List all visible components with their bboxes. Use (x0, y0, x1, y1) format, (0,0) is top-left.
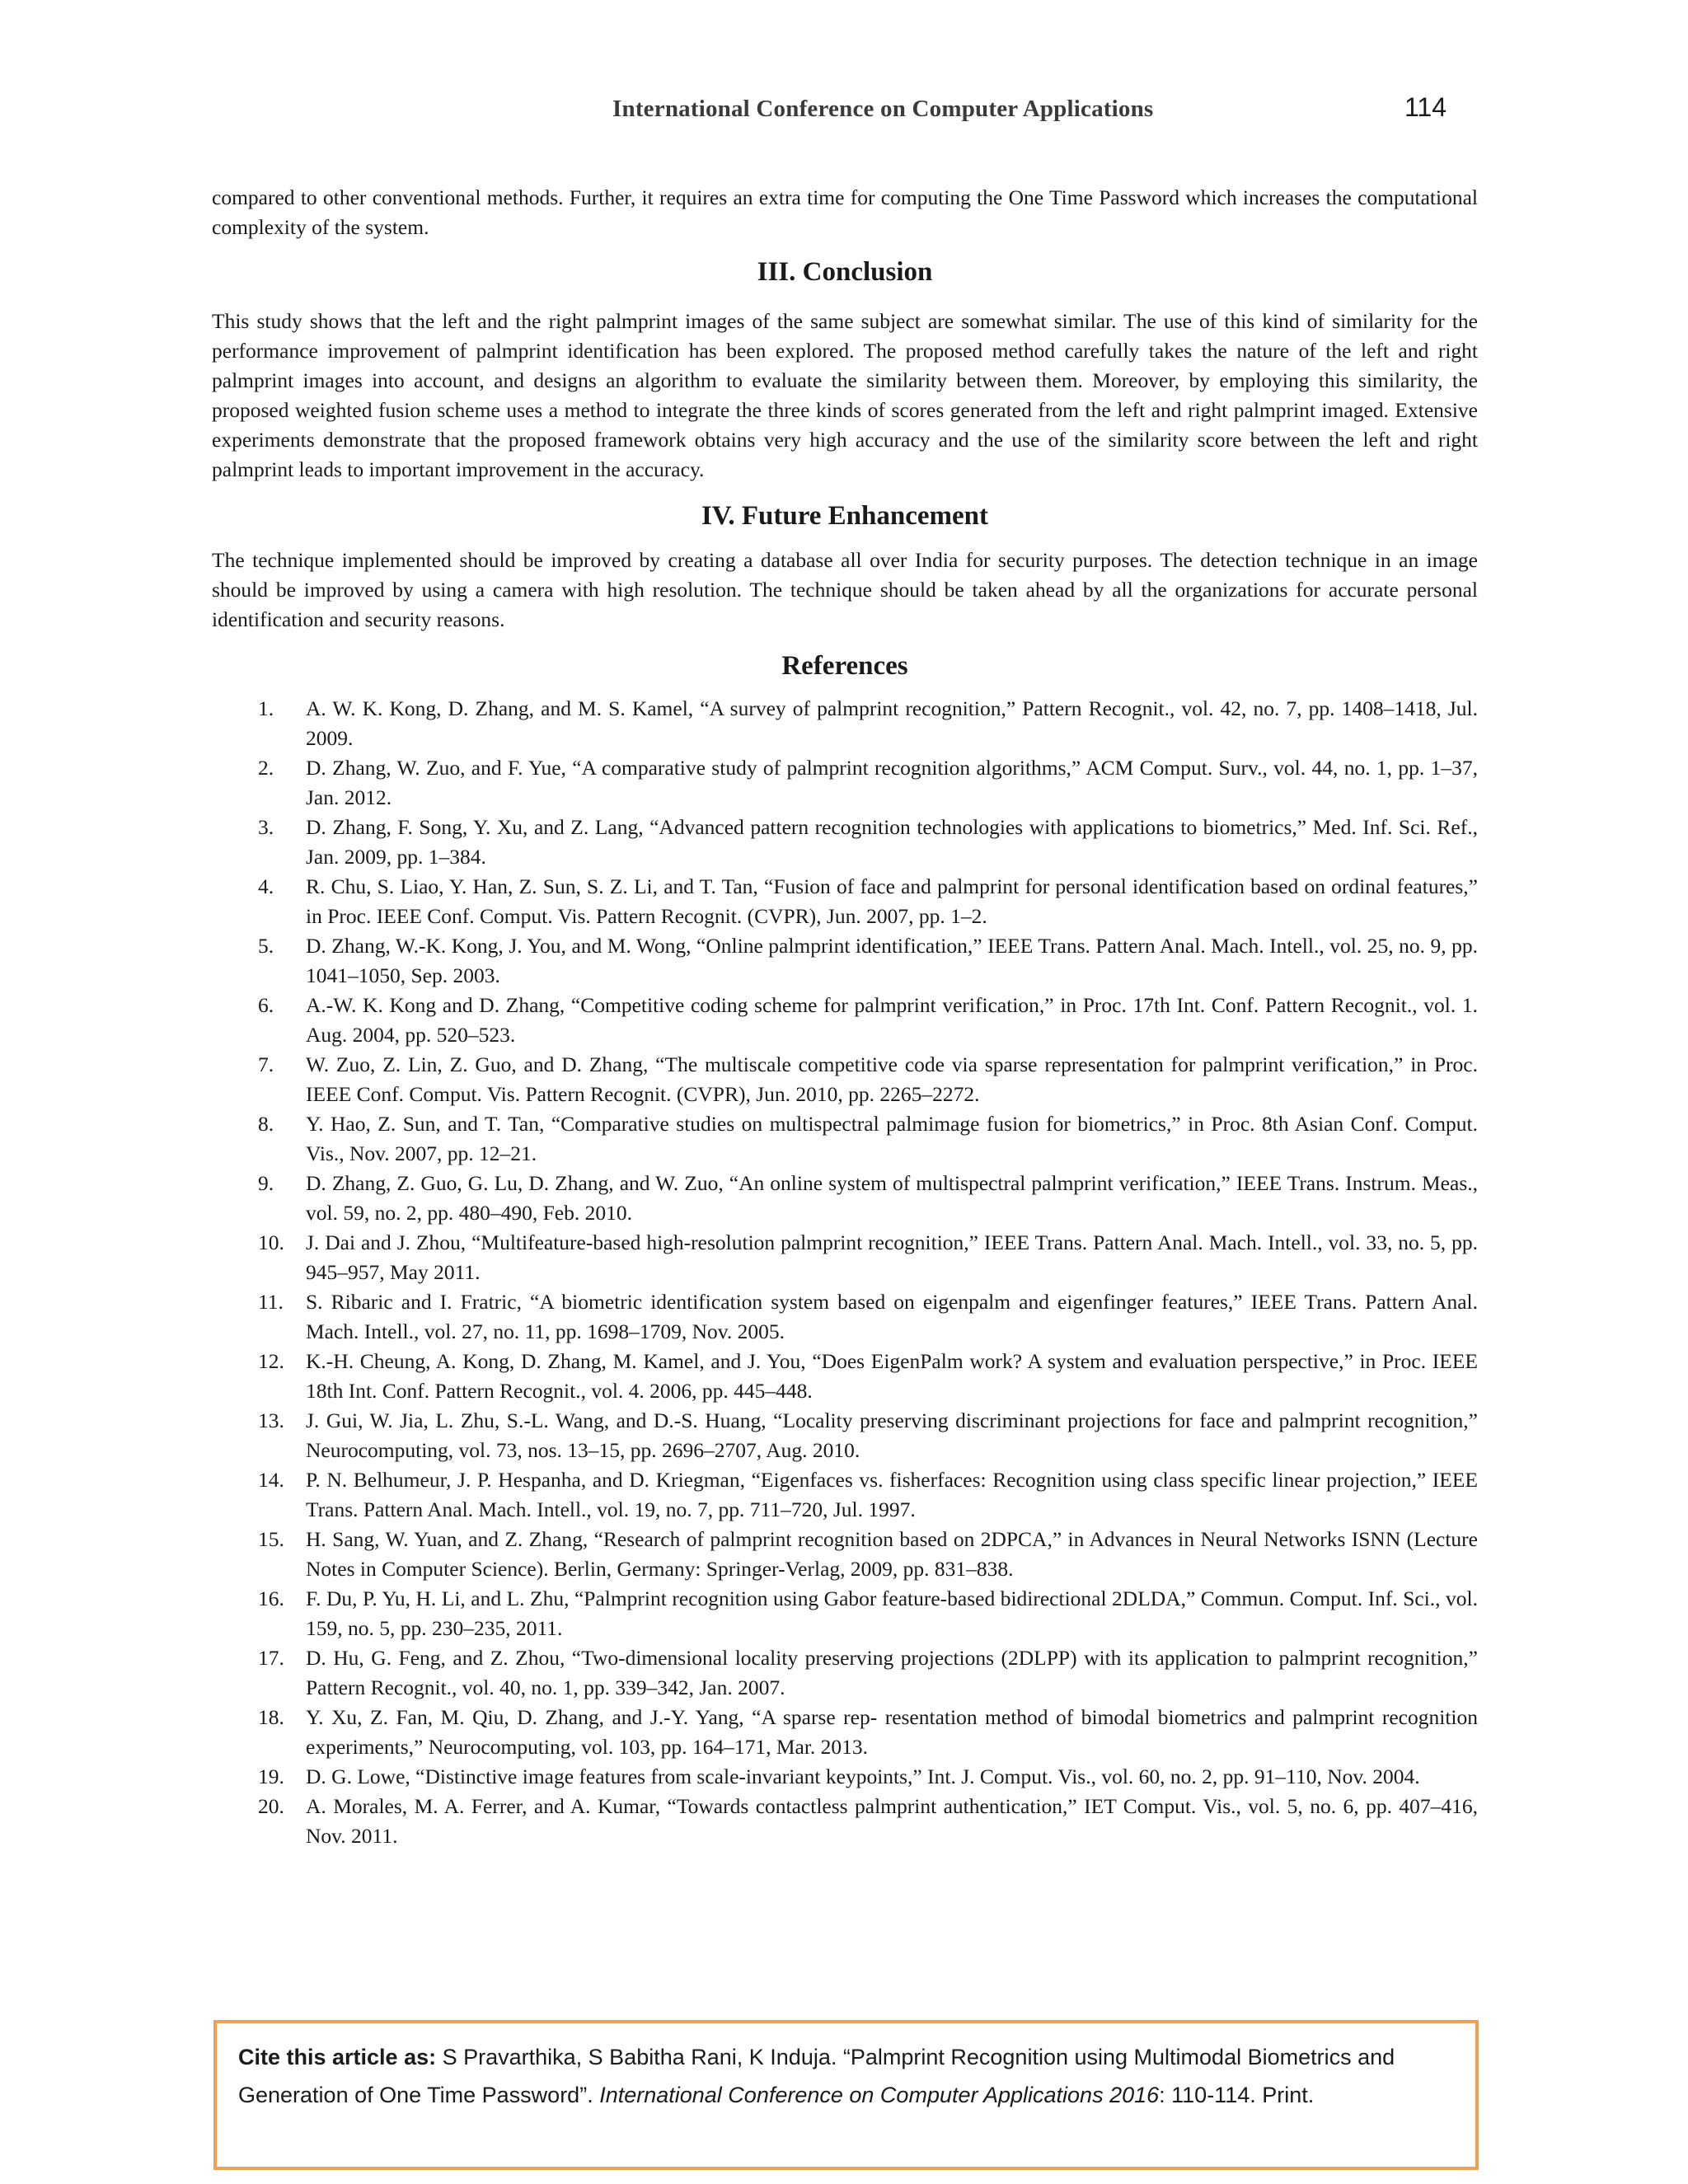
references-heading: References (781, 651, 908, 681)
page-body (212, 183, 1478, 1851)
page-header (0, 92, 1688, 132)
reference-item (212, 1792, 1478, 1851)
reference-number: 9. (258, 1171, 274, 1195)
reference-number: 7. (258, 1052, 274, 1076)
reference-text: P. N. Belhumeur, J. P. Hespanha, and D. Kriegman, “Eigenfaces vs. fisherfaces: Recognition using class specific linear projection,” IEEE Trans. Pattern Anal. Mach. Intell., vol. 19, no. 7, pp. 711–720, Jul. 1997. (306, 1468, 1478, 1521)
conclusion-heading: III. Conclusion (757, 257, 933, 287)
reference-text: R. Chu, S. Liao, Y. Han, Z. Sun, S. Z. Li, and T. Tan, “Fusion of face and palmprint for personal identification based on ordinal features,” in Proc. IEEE Conf. Comput. Vis. Pattern Recognit. (CVPR), Jun. 2007, pp. 1–2. (306, 874, 1478, 928)
reference-item (212, 694, 1478, 753)
reference-item (212, 1109, 1478, 1169)
reference-text: D. Zhang, F. Song, Y. Xu, and Z. Lang, “Advanced pattern recognition technologies with applications to biometrics,” Med. Inf. Sci. Ref., Jan. 2009, pp. 1–384. (306, 815, 1478, 869)
conclusion-paragraph: This study shows that the left and the right palmprint images of the same subject are somewhat similar. The use of this kind of similarity for the performance improvement of palmprint identification has been explored. The proposed method carefully takes the nature of the left and right palmprint images into account, and designs an algorithm to evaluate the similarity between them. Moreover, by employing this similarity, the proposed weighted fusion scheme uses a method to integrate the three kinds of scores generated from the left and right palmprint imaged. Extensive experiments demonstrate that the proposed framework obtains very high accuracy and the use of the similarity score between the left and right palmprint leads to important improvement in the accuracy. (212, 309, 1478, 481)
reference-item (212, 872, 1478, 931)
reference-number: 16. (258, 1586, 284, 1610)
citation-pages: : 110-114. Print. (1159, 2083, 1315, 2107)
journal-title: International Conference on Computer Applications (612, 96, 1154, 122)
reference-item (212, 991, 1478, 1050)
reference-number: 2. (258, 756, 274, 780)
reference-text: F. Du, P. Yu, H. Li, and L. Zhu, “Palmprint recognition using Gabor feature-based bidirectional 2DLDA,” Commun. Comput. Inf. Sci., vol. 159, no. 5, pp. 230–235, 2011. (306, 1586, 1478, 1640)
page-number: 114 (1404, 92, 1447, 122)
citation-label: Cite this article as: (238, 2045, 437, 2069)
reference-text: H. Sang, W. Yuan, and Z. Zhang, “Research of palmprint recognition based on 2DPCA,” in Advances in Neural Networks ISNN (Lecture Notes in Computer Science). Berlin, Germany: Springer-Verlag, 2009, pp. 831–838. (306, 1527, 1478, 1581)
intro-paragraph: compared to other conventional methods. Further, it requires an extra time for computing the One Time Password which increases the computational complexity of the system. (212, 185, 1478, 239)
reference-text: D. Zhang, W.-K. Kong, J. You, and M. Wong, “Online palmprint identification,” IEEE Trans. Pattern Anal. Mach. Intell., vol. 25, no. 9, pp. 1041–1050, Sep. 2003. (306, 934, 1478, 987)
reference-number: 10. (258, 1230, 284, 1254)
reference-number: 19. (258, 1765, 284, 1788)
reference-number: 15. (258, 1527, 284, 1551)
reference-text: D. Zhang, Z. Guo, G. Lu, D. Zhang, and W. Zuo, “An online system of multispectral palmprint verification,” IEEE Trans. Instrum. Meas., vol. 59, no. 2, pp. 480–490, Feb. 2010. (306, 1171, 1478, 1225)
reference-item (212, 1347, 1478, 1406)
reference-text: W. Zuo, Z. Lin, Z. Guo, and D. Zhang, “The multiscale competitive code via sparse representation for palmprint verification,” in Proc. IEEE Conf. Comput. Vis. Pattern Recognit. (CVPR), Jun. 2010, pp. 2265–2272. (306, 1052, 1478, 1106)
reference-item (212, 813, 1478, 872)
reference-number: 17. (258, 1646, 284, 1670)
reference-item (212, 1287, 1478, 1347)
reference-item (212, 1169, 1478, 1228)
reference-item (212, 1643, 1478, 1703)
reference-item (212, 1465, 1478, 1525)
reference-item (212, 931, 1478, 991)
reference-item (212, 1228, 1478, 1287)
reference-item (212, 1584, 1478, 1643)
citation-venue: International Conference on Computer Applications 2016 (599, 2083, 1160, 2107)
reference-text: J. Dai and J. Zhou, “Multifeature-based high-resolution palmprint recognition,” IEEE Trans. Pattern Anal. Mach. Intell., vol. 33, no. 5, pp. 945–957, May 2011. (306, 1230, 1478, 1284)
reference-number: 6. (258, 993, 274, 1017)
reference-text: D. G. Lowe, “Distinctive image features from scale-invariant keypoints,” Int. J. Comput. Vis., vol. 60, no. 2, pp. 91–110, Nov. 2004. (306, 1765, 1420, 1788)
reference-text: A. Morales, M. A. Ferrer, and A. Kumar, “Towards contactless palmprint authentication,” IET Comput. Vis., vol. 5, no. 6, pp. 407–416, Nov. 2011. (306, 1794, 1478, 1848)
reference-item (212, 1703, 1478, 1762)
reference-number: 18. (258, 1705, 284, 1729)
reference-item (212, 753, 1478, 813)
reference-text: A.-W. K. Kong and D. Zhang, “Competitive coding scheme for palmprint verification,” in Proc. 17th Int. Conf. Pattern Recognit., vol. 1. Aug. 2004, pp. 520–523. (306, 993, 1478, 1047)
reference-number: 8. (258, 1112, 274, 1136)
reference-text: Y. Hao, Z. Sun, and T. Tan, “Comparative studies on multispectral palmimage fusion for biometrics,” in Proc. 8th Asian Conf. Comput. Vis., Nov. 2007, pp. 12–21. (306, 1112, 1478, 1165)
reference-text: A. W. K. Kong, D. Zhang, and M. S. Kamel, “A survey of palmprint recognition,” Pattern Recognit., vol. 42, no. 7, pp. 1408–1418, Jul. 2009. (306, 696, 1478, 750)
reference-number: 5. (258, 934, 274, 958)
reference-item (212, 1050, 1478, 1109)
reference-item (212, 1525, 1478, 1584)
reference-item (212, 1762, 1478, 1792)
reference-text: D. Hu, G. Feng, and Z. Zhou, “Two-dimensional locality preserving projections (2DLPP) with its application to palmprint recognition,” Pattern Recognit., vol. 40, no. 1, pp. 339–342, Jan. 2007. (306, 1646, 1478, 1699)
reference-text: D. Zhang, W. Zuo, and F. Yue, “A comparative study of palmprint recognition algorithms,” ACM Comput. Surv., vol. 44, no. 1, pp. 1–37, Jan. 2012. (306, 756, 1478, 809)
citation-box (213, 2020, 1479, 2170)
reference-number: 20. (258, 1794, 284, 1818)
reference-text: K.-H. Cheung, A. Kong, D. Zhang, M. Kamel, and J. You, “Does EigenPalm work? A system and evaluation perspective,” in Proc. IEEE 18th Int. Conf. Pattern Recognit., vol. 4. 2006, pp. 445–448. (306, 1349, 1478, 1403)
reference-text: Y. Xu, Z. Fan, M. Qiu, D. Zhang, and J.-Y. Yang, “A sparse rep- resentation method of bimodal biometrics and palmprint recognition experiments,” Neurocomputing, vol. 103, pp. 164–171, Mar. 2013. (306, 1705, 1478, 1759)
reference-number: 13. (258, 1408, 284, 1432)
reference-text: J. Gui, W. Jia, L. Zhu, S.-L. Wang, and D.-S. Huang, “Locality preserving discriminant projections for face and palmprint recognition,” Neurocomputing, vol. 73, nos. 13–15, pp. 2696–2707, Aug. 2010. (306, 1408, 1478, 1462)
reference-number: 3. (258, 815, 274, 839)
reference-item (212, 1406, 1478, 1465)
reference-number: 11. (258, 1290, 284, 1314)
citation-authors-title: S Pravarthika, S Babitha Rani, K Induja. “Palmprint Recognition using Multimodal Biometrics and Generation of One Time Password”. (238, 2045, 1395, 2107)
reference-number: 4. (258, 874, 274, 898)
future-enhancement-paragraph: The technique implemented should be improved by creating a database all over India for security purposes. The detection technique in an image should be improved by using a camera with high resolution. The technique should be taken ahead by all the organizations for accurate personal identification and security reasons. (212, 548, 1478, 631)
references-list (212, 694, 1478, 1851)
reference-number: 14. (258, 1468, 284, 1492)
reference-number: 12. (258, 1349, 284, 1373)
reference-text: S. Ribaric and I. Fratric, “A biometric identification system based on eigenpalm and eigenfinger features,” IEEE Trans. Pattern Anal. Mach. Intell., vol. 27, no. 11, pp. 1698–1709, Nov. 2005. (306, 1290, 1478, 1343)
reference-number: 1. (258, 696, 274, 720)
future-enhancement-heading: IV. Future Enhancement (701, 501, 989, 531)
